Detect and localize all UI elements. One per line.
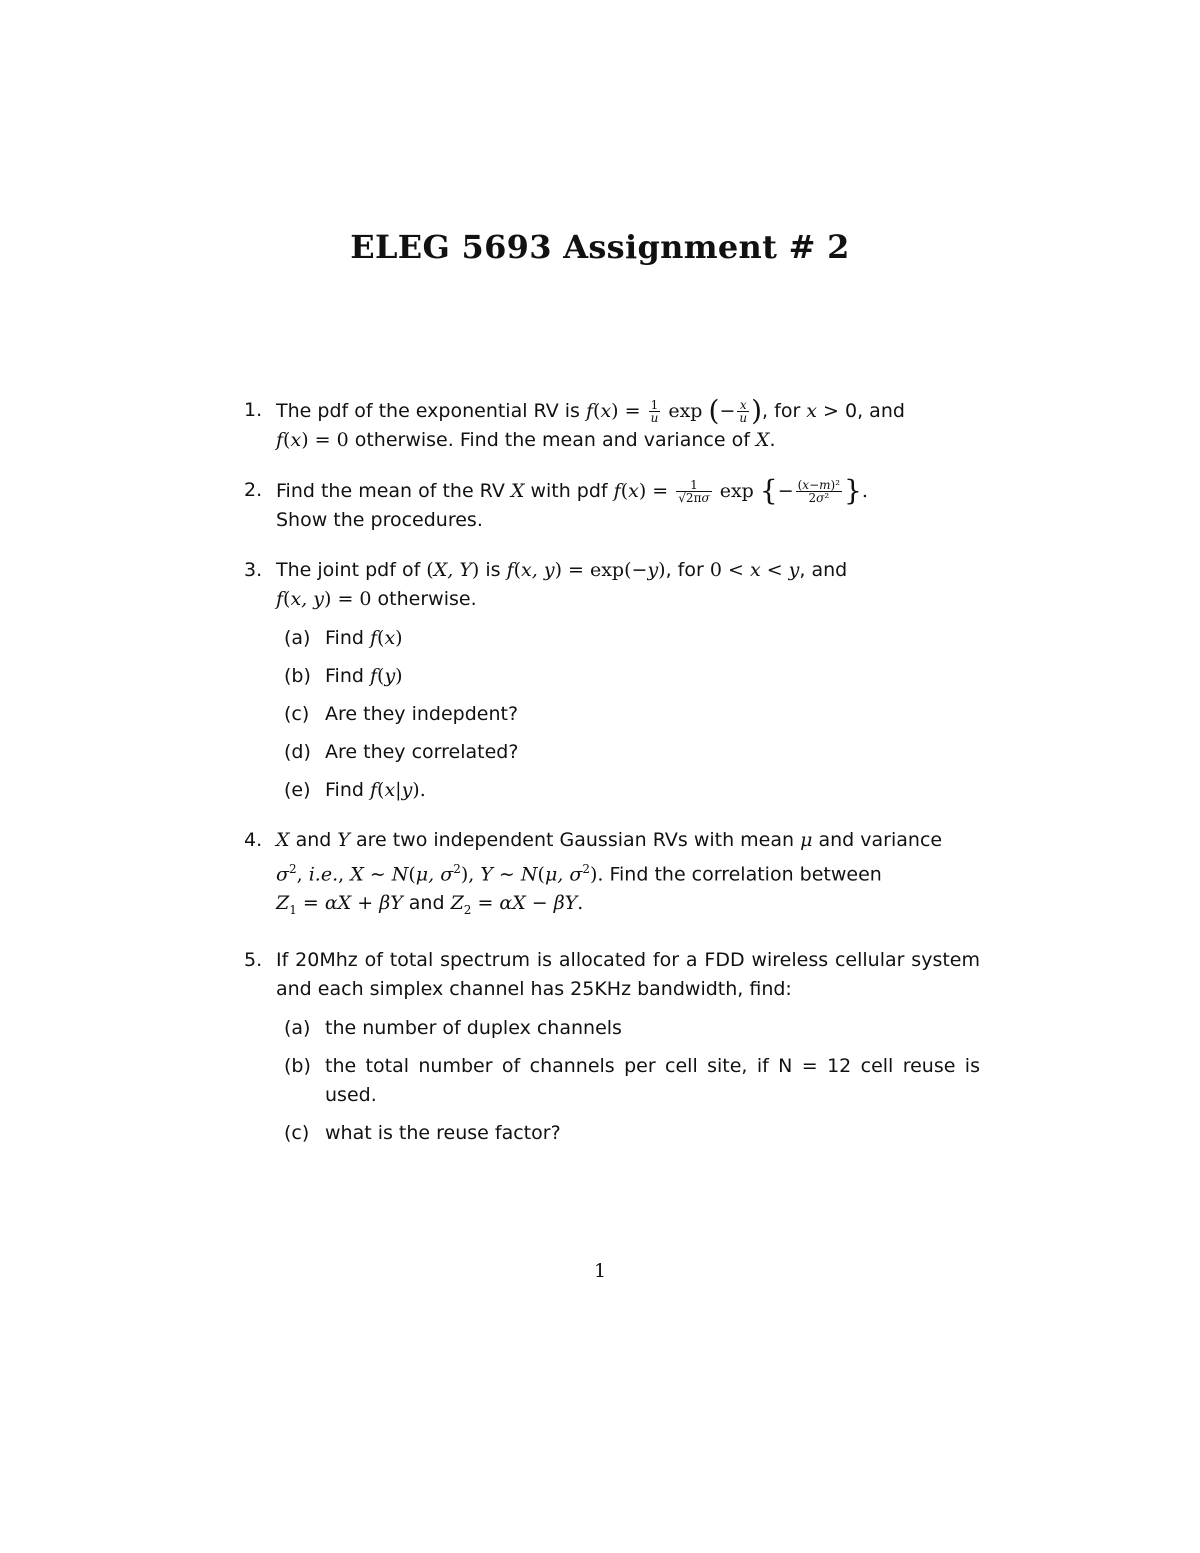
problem-5 bbox=[244, 946, 980, 1148]
problem-number: 1. bbox=[244, 399, 263, 421]
problem-text: is bbox=[479, 559, 507, 581]
problem-text: and bbox=[289, 829, 338, 851]
problem-text: with pdf bbox=[524, 480, 614, 502]
problem-text: > 0, and bbox=[817, 400, 905, 422]
subquestion-b: (b) Find f(y) bbox=[284, 665, 403, 687]
problem-1: 1. The pdf of the exponential RV is f(x) = $\frac{1}{u}$ exp (− $\frac{x}{u}$ ), for x > 0, and f(x) = 0 otherwise. Find the mean and variance of X. bbox=[244, 394, 905, 451]
fraction: $\frac{1}{√2\pi\sigma}$ bbox=[678, 478, 710, 505]
problem-text: Show the procedures. bbox=[276, 509, 483, 531]
subquestion-d: (d) Are they correlated? bbox=[284, 741, 519, 763]
subquestion-list bbox=[276, 1014, 980, 1148]
subquestion-c: (c) Are they indepdent? bbox=[284, 703, 519, 725]
problem-number: 4. bbox=[244, 829, 263, 851]
problem-number: 5. bbox=[244, 949, 263, 972]
problem-number: 3. bbox=[244, 559, 263, 581]
problem-text: and variance bbox=[812, 829, 943, 851]
problem-list bbox=[244, 396, 980, 1169]
problem-text: are two independent Gaussian RVs with mean bbox=[349, 829, 801, 851]
problem-text: The pdf of the exponential RV is bbox=[276, 400, 586, 422]
math-expression: f bbox=[585, 400, 594, 422]
subquestion-c: (c) what is the reuse factor? bbox=[284, 1122, 561, 1145]
problem-4: 4. X and Y are two independent Gaussian RVs with mean μ and variance $\sigma^2$, i.e., X ∼ N(μ, $\sigma^2$), Y ∼ N(μ, $\sigma^2$). Find the correlation between $Z_1 = \alpha X + \beta Y$ and $Z_2 = \alpha X - \beta Y$. bbox=[244, 826, 980, 925]
problem-text: Find the correlation between bbox=[609, 863, 882, 886]
page-number: 1 bbox=[593, 1260, 607, 1282]
fraction: $\frac{x}{u}$ bbox=[739, 398, 748, 425]
subquestion-e: (e) Find f(x|y). bbox=[284, 779, 426, 801]
subquestion-b: (b) the total number of channels per cell site, if N = 12 cell reuse is used. bbox=[284, 1055, 980, 1107]
fraction: $\frac{1}{u}$ bbox=[650, 398, 659, 425]
problem-text: If 20Mhz of total spectrum is allocated for a FDD wireless cellular system and each simplex channel has 25KHz bandwidth, find: bbox=[276, 949, 980, 1001]
problem-number: 2. bbox=[244, 479, 263, 501]
subquestion-a: (a) Find f(x) bbox=[284, 627, 403, 649]
problem-text: otherwise. Find the mean and variance of bbox=[348, 429, 756, 451]
problem-text: , for bbox=[665, 559, 710, 581]
fraction: $\frac{\text{(x−m)²}}{\text{2σ²}}$ bbox=[797, 478, 841, 505]
problem-text: , and bbox=[799, 559, 848, 581]
problem-3: 3. The joint pdf of (X, Y) is f(x, y) = exp(−y), for 0 < x < y, and f(x, y) = 0 otherwise. (a) Find f(x) (b) Find f(y) (c) Are they indepdent? (d) Are they correlated? (e) Find f(x|y). bbox=[244, 556, 980, 805]
problem-text: and bbox=[402, 892, 451, 915]
problem-text: Find the mean of the RV bbox=[276, 480, 511, 502]
problem-text: otherwise. bbox=[371, 588, 477, 610]
problem-text: The joint pdf of bbox=[276, 559, 427, 581]
page-title: ELEG 5693 Assignment # 2 bbox=[350, 228, 850, 266]
subquestion-a: (a) the number of duplex channels bbox=[284, 1017, 622, 1040]
problem-2: 2. Find the mean of the RV X with pdf f(x) = $\frac{1}{√2\pi\sigma}$ exp {− $\frac{\text{(x−m)²}}{\text{2σ²}}$ }. Show the procedures. bbox=[244, 474, 868, 531]
subquestion-list bbox=[276, 624, 980, 805]
problem-text: , for bbox=[762, 400, 807, 422]
